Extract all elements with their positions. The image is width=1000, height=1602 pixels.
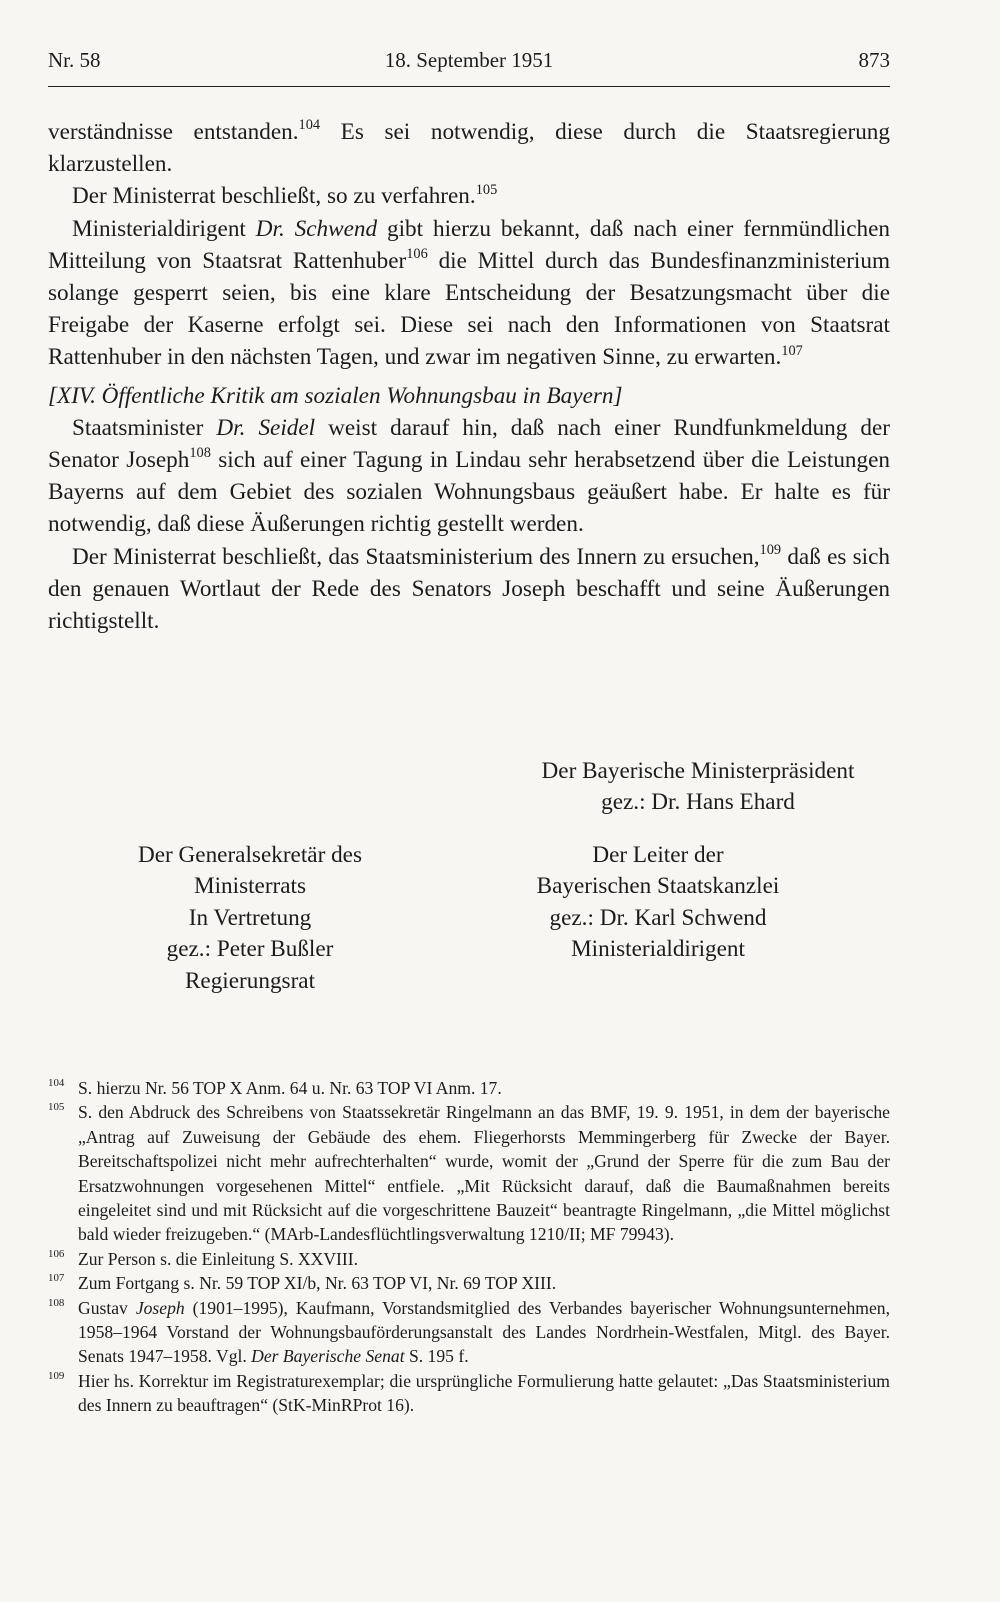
- footnote-text: Hier hs. Korrektur im Registraturexemplar; die ursprüngliche Formulierung hatte gelautet: „Das Staatsministerium des Innern zu beauftragen“ (StK-MinRProt 16).: [78, 1370, 890, 1416]
- main-text: [48, 116, 890, 637]
- footnote-number: 104: [48, 1077, 65, 1089]
- footnote-ref-106: 106: [406, 246, 428, 263]
- footnote-104: [48, 1076, 890, 1100]
- footnote-108: [48, 1296, 890, 1369]
- footnote-106: [48, 1247, 890, 1271]
- footnote-text: Zum Fortgang s. Nr. 59 TOP XI/b, Nr. 63 TOP VI, Nr. 69 TOP XIII.: [78, 1273, 557, 1294]
- paragraph-2: Der Ministerrat beschließt, so zu verfahren.$^{105}$: [72, 181, 498, 210]
- person-name: Dr. Schwend: [255, 215, 378, 242]
- paragraph-5: Der Ministerrat beschließt, das Staatsministerium des Innern zu ersuchen,$^{109}$ daß es sich den genauen Wortlaut der Rede des Senators Joseph beschafft und seine Äußerungen richtigstellt.: [48, 541, 890, 635]
- footnote-number: 105: [48, 1101, 65, 1114]
- footnote-text: S. den Abdruck des Schreibens von Staatssekretär Ringelmann an das BMF, 19. 9. 1951, in dem der bayerische „Antrag auf Zuweisung der Gebäude des ehem. Fliegerhorsts Memmingerberg für Zwecke der Bayer. Bereitschaftspolizei nicht mehr aufrechterhalten“ wurde, womit der „Grund der Sperre für die zum Bau der Ersatzwohnungen vorgesehenen Mittel“ entfiele. „Mit Rücksicht darauf, daß die Baumaßnahmen bereits eingeleitet sind und mit Rücksicht auf die vorgeschrittene Bauzeit“ beantragte Ringelmann, „die Mittel möglichst bald wieder freizugeben.“ (MArb-Landesflüchtlingsverwaltung 1210/II; MF 79943).: [78, 1102, 890, 1245]
- footnote-107: [48, 1271, 890, 1295]
- footnotes: [48, 1076, 890, 1418]
- footnote-text: S. hierzu Nr. 56 TOP X Anm. 64 u. Nr. 63 TOP VI Anm. 17.: [78, 1078, 502, 1098]
- footnote-ref-109: 109: [759, 541, 782, 558]
- header-rule: [48, 86, 890, 87]
- footnote-ref-108: 108: [189, 445, 211, 462]
- document-number: Nr. 58: [48, 48, 101, 72]
- signature-block-president: Der Bayerische Ministerpräsident gez.: Dr. Hans Ehard: [541, 758, 855, 816]
- footnote-ref-104: 104: [298, 117, 321, 134]
- footnote-number: 107: [48, 1272, 65, 1285]
- footnote-text: Zur Person s. die Einleitung S. XXVIII.: [78, 1248, 358, 1269]
- signature-block-chancellery: Der Leiter der Bayerischen Staatskanzlei gez.: Dr. Karl Schwend Ministerialdirigent: [536, 842, 780, 963]
- footnote-109: [48, 1369, 890, 1418]
- page-number: 873: [858, 48, 890, 72]
- signature-block-secretary: Der Generalsekretär des Ministerrats In Vertretung gez.: Peter Bußler Regierungsrat: [137, 842, 363, 994]
- section-heading: [XIV. Öffentliche Kritik am sozialen Wohnungsbau in Bayern]: [48, 382, 623, 409]
- person-name: Dr. Seidel: [216, 414, 316, 441]
- footnote-number: 106: [48, 1247, 65, 1260]
- paragraph-4: Staatsminister Dr. Seidel weist darauf hin, daß nach einer Rundfunkmeldung der Senator Joseph$^{108}$ sich auf einer Tagung in Lindau sehr herabsetzend über die Leistungen Bayerns auf dem Gebiet des sozialen Wohnungsbaus geäußert habe. Er halte es für notwendig, daß diese Äußerungen richtig gestellt werden.: [48, 414, 891, 538]
- paragraph-3: Ministerialdirigent Dr. Schwend gibt hierzu bekannt, daß nach einer fernmündlichen Mitteilung von Staatsrat Rattenhuber$^{106}$ die Mittel durch das Bundesfinanzministerium solange gesperrt seien, bis eine klare Entscheidung der Besatzungsmacht über die Freigabe der Kaserne erfolgt sei. Diese sei nach den Informationen von Staatsrat Rattenhuber in den nächsten Tagen, und zwar im negativen Sinne, zu erwarten.$^{107}$: [48, 215, 891, 371]
- page-header: [48, 48, 890, 82]
- footnote-number: 109: [48, 1369, 65, 1382]
- footnote-ref-105: 105: [475, 181, 498, 198]
- footnote-ref-107: 107: [781, 342, 803, 359]
- footnote-text: Gustav Joseph (1901–1995), Kaufmann, Vorstandsmitglied des Verbandes bayerischer Wohnungsunternehmen, 1958–1964 Vorstand der Wohnungsbauförderungsanstalt des Landes Nordrhein-Westfalen, Mitgl. des Bayer. Senats 1947–1958. Vgl. Der Bayerische Senat S. 195 f.: [78, 1297, 890, 1367]
- footnote-105: [48, 1100, 890, 1246]
- footnote-number: 108: [48, 1296, 65, 1309]
- document-date: 18. September 1951: [384, 48, 554, 72]
- paragraph-1: verständnisse entstanden.$^{104}$ Es sei notwendig, diese durch die Staatsregierung klarzustellen.: [48, 117, 890, 178]
